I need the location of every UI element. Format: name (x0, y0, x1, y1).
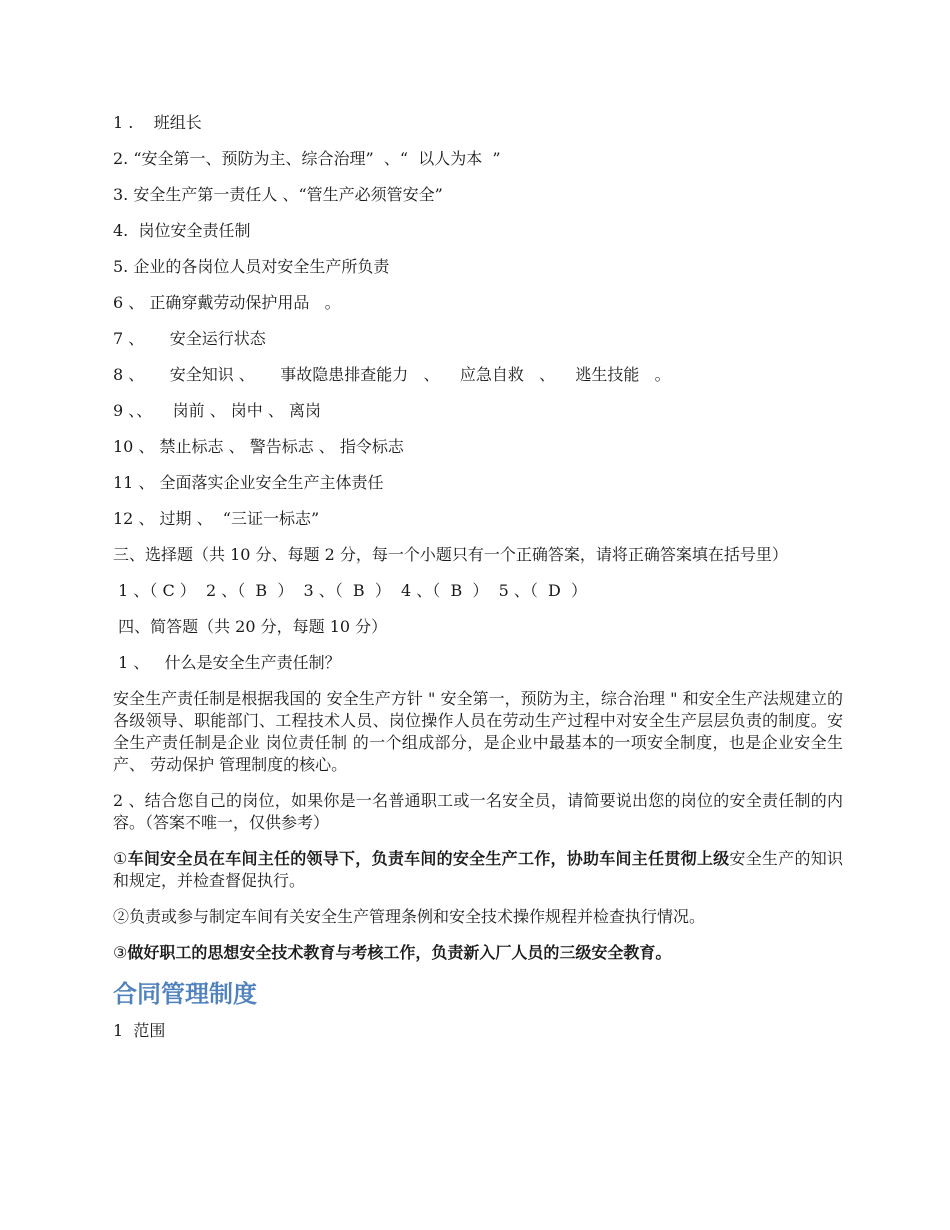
section-heading: 合同管理制度 (113, 980, 257, 1008)
circled-3-marker: ③ (113, 943, 128, 962)
answer-2-item-3-bold: 做好职工的思想安全技术教育与考核工作，负责新入厂人员的三级安全教育。 (127, 943, 672, 962)
answer-line-4: 4. 岗位安全责任制 (113, 221, 251, 240)
answer-2-item-1-rest: 安全生产的知识和规定，并检查督促执行。 (113, 849, 843, 890)
answer-line-11: 11 、 全面落实企业安全生产主体责任 (113, 473, 384, 492)
answer-line-12: 12 、 过期 、 “三证一标志” (113, 509, 320, 528)
scope-line: 1 范围 (113, 1021, 166, 1040)
answer-line-5: 5. 企业的各岗位人员对安全生产所负责 (113, 257, 390, 276)
question-2: 2 、结合您自己的岗位，如果你是一名普通职工或一名安全员，请简要说出您的岗位的安全责任制的内容。（答案不唯一，仅供参考） (113, 791, 843, 832)
answer-line-3: 3. 安全生产第一责任人 、“管生产必须管安全” (113, 185, 443, 204)
document-page (113, 112, 843, 1056)
answer-2-item-2: ②负责或参与制定车间有关安全生产管理条例和安全技术操作规程并检查执行情况。 (113, 907, 706, 926)
answer-line-8: 8 、 安全知识 、 事故隐患排查能力 、 应急自救 、 逃生技能 。 (113, 365, 671, 384)
answer-line-10: 10 、 禁止标志 、 警告标志 、 指令标志 (113, 437, 404, 456)
answer-2-item-3 (113, 942, 843, 964)
choice-answers: 1 、（ C ） 2 、（ B ） 3 、（ B ） 4 、（ B ） 5 、（ D ） (113, 581, 588, 600)
section-4-title: 四、简答题（共 20 分，每题 10 分） (113, 617, 388, 636)
answer-line-2: 2. “安全第一、预防为主、综合治理” 、“ 以人为本 ” (113, 149, 501, 168)
answer-line-9: 9 、、 岗前 、 岗中 、 离岗 (113, 401, 321, 420)
answer-2-item-1-bold: 车间安全员在车间主任的领导下，负责车间的安全生产工作，协助车间主任贯彻上级 (127, 849, 730, 868)
question-1: 1 、 什么是安全生产责任制？ (113, 653, 341, 672)
answer-line-7: 7 、 安全运行状态 (113, 329, 266, 348)
answer-line-6: 6 、 正确穿戴劳动保护用品 。 (113, 293, 341, 312)
circled-1-marker: ① (113, 849, 128, 868)
section-3-title: 三、选择题（共 10 分、每题 2 分，每一个小题只有一个正确答案，请将正确答案填在括号里） (113, 545, 788, 564)
answer-2-item-1 (113, 848, 843, 892)
answer-1: 安全生产责任制是根据我国的 安全生产方针 " 安全第一，预防为主，综合治理 " 和安全生产法规建立的各级领导、职能部门、工程技术人员、岗位操作人员在劳动生产过程中对安全生产层层负责的制度。安全生产责任制是企业 岗位责任制 的一个组成部分，是企业中最基本的一项安全制度，也是企业安全生产、 劳动保护 管理制度的核心。 (113, 689, 843, 774)
answer-line-1: 1 . 班组长 (113, 113, 202, 132)
